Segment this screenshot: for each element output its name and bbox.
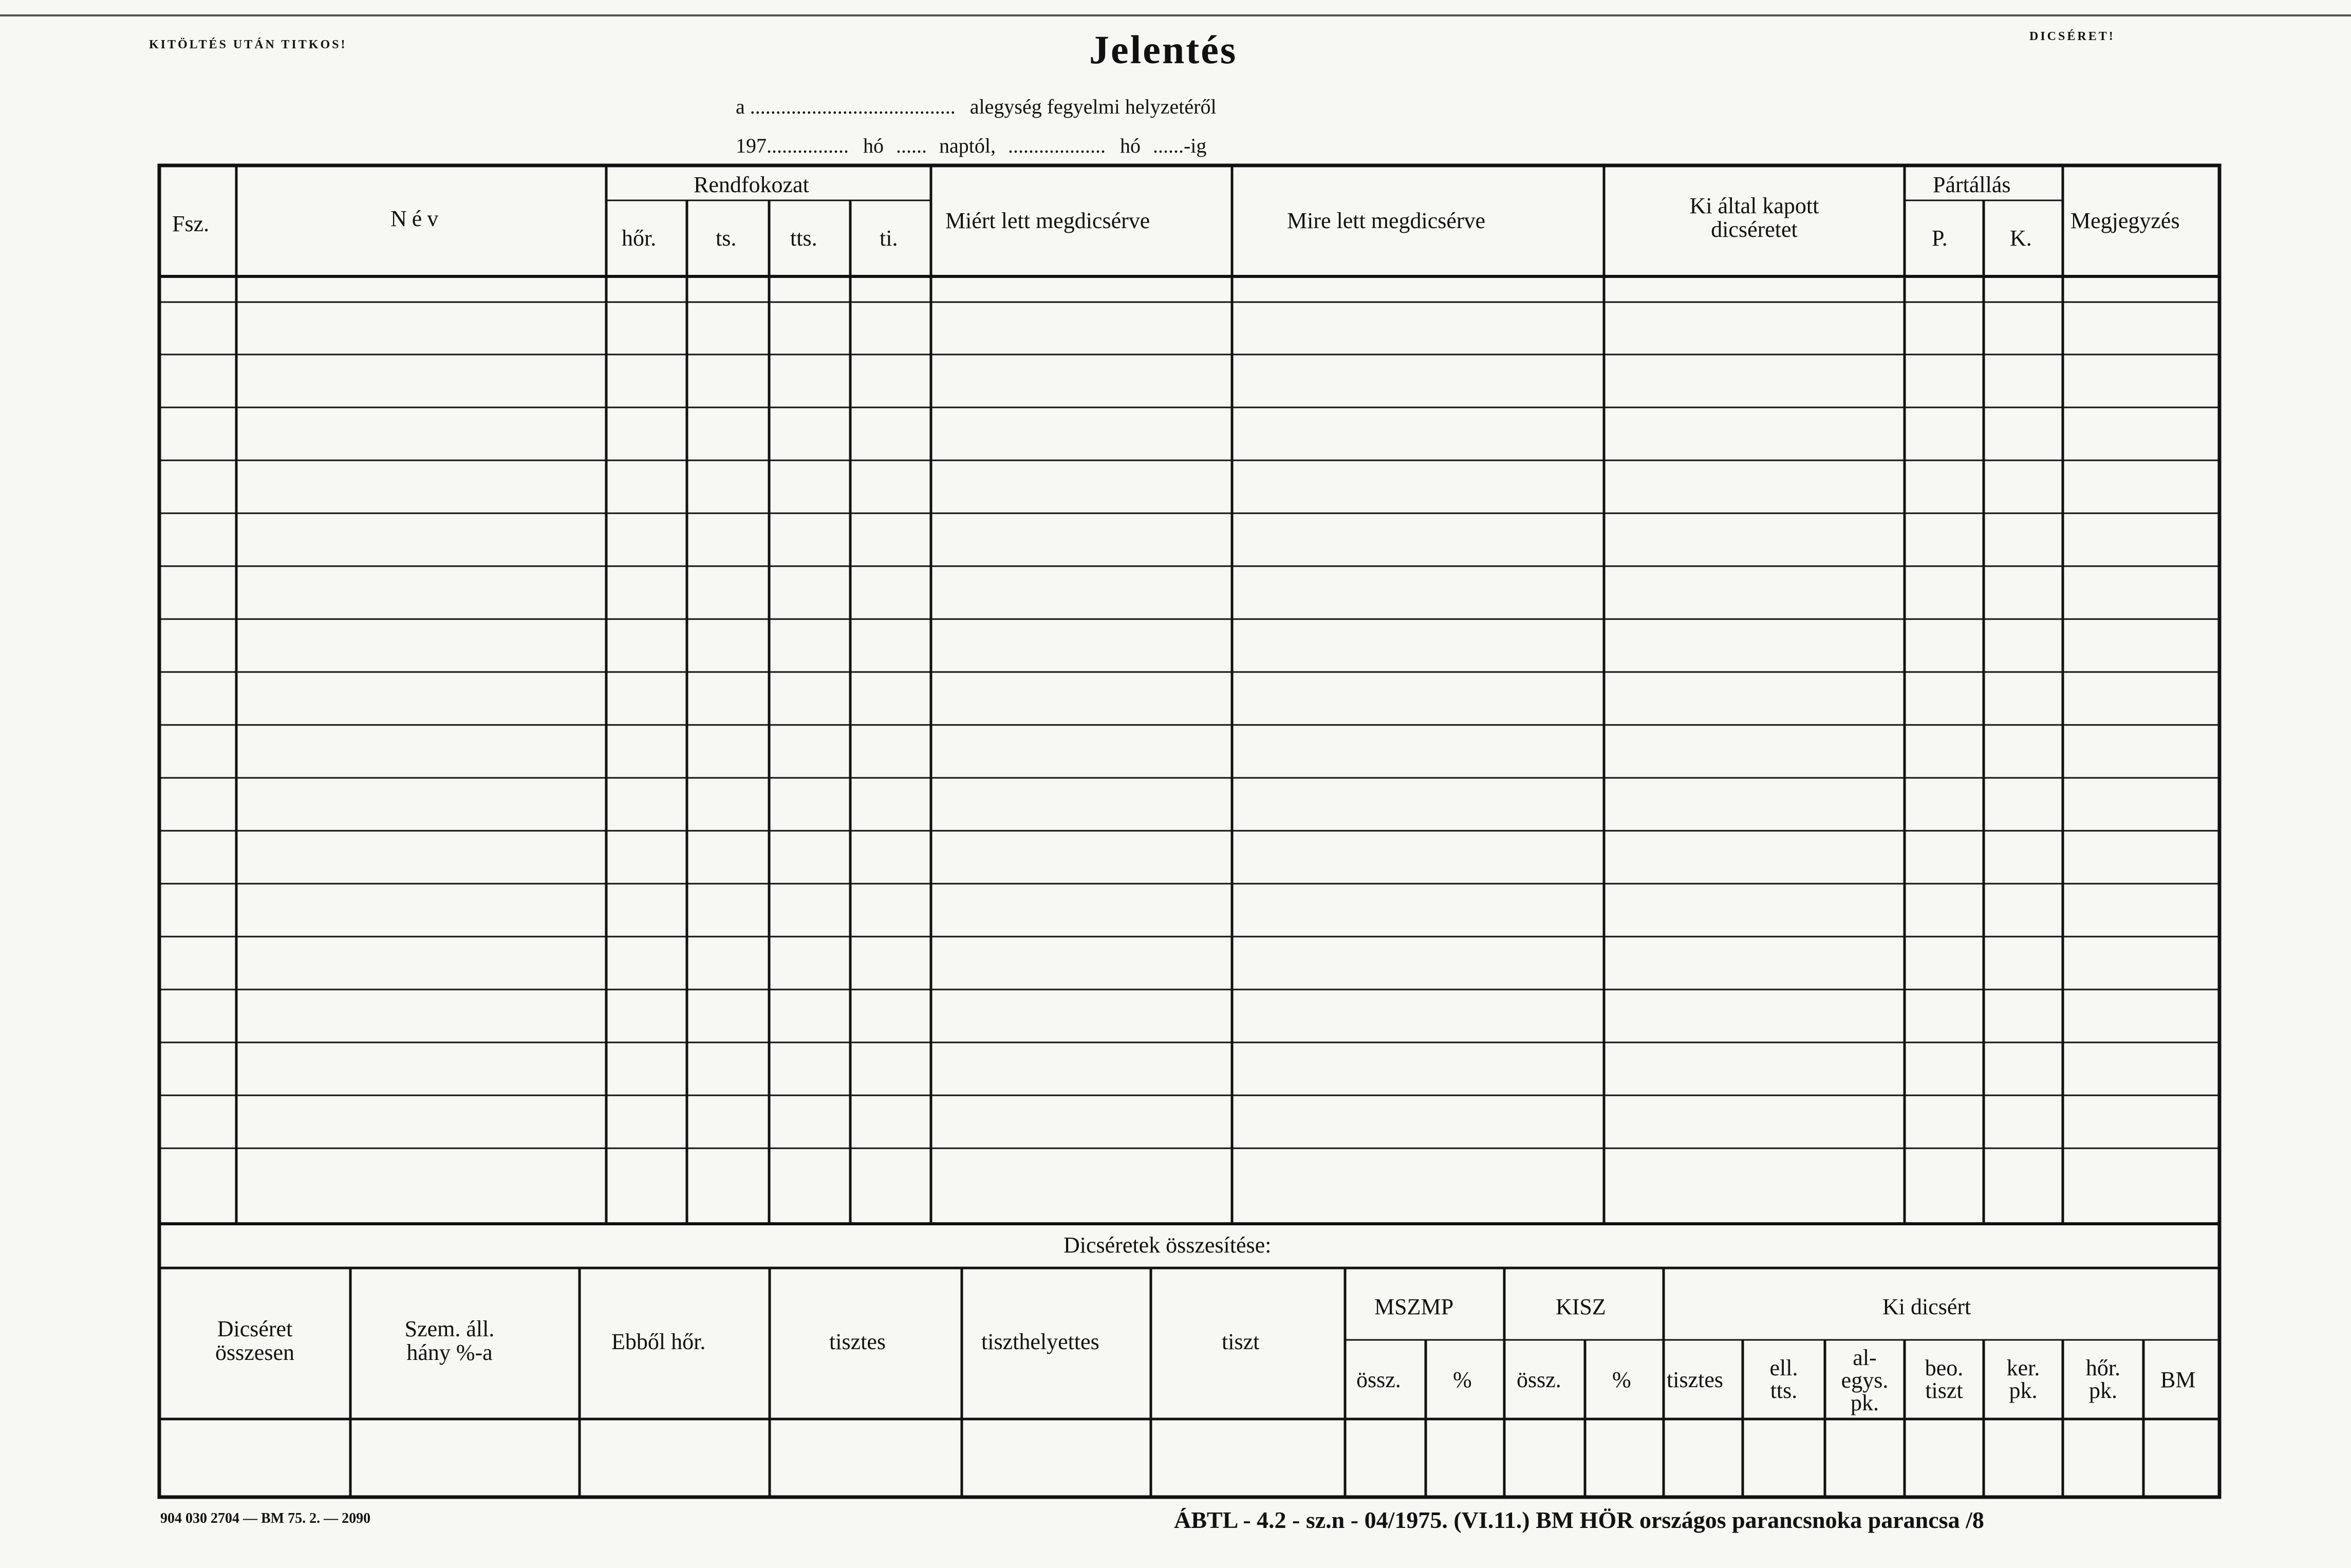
- summary-kd-beo-line1: beo.: [1925, 1355, 1964, 1380]
- subtitle-month-blank: ...................: [1007, 134, 1106, 157]
- summary-kd-ker-line1: ker.: [2006, 1355, 2040, 1380]
- col-header-nev: Név: [390, 206, 444, 231]
- summary-kd-ker-line2: pk.: [2009, 1378, 2038, 1403]
- col-header-ti: ti.: [880, 226, 898, 251]
- summary-kd-beo-tiszt: [1905, 1347, 1984, 1412]
- col-header-fsz: Fsz.: [172, 211, 210, 236]
- col-header-tts: tts.: [790, 226, 817, 251]
- summary-dicseret-line2: összesen: [215, 1340, 294, 1365]
- summary-kd-tisztes: tisztes: [1667, 1367, 1723, 1392]
- subtitle-year: 197: [736, 134, 767, 157]
- confidential-note: KITÖLTÉS UTÁN TITKOS!: [149, 38, 347, 51]
- summary-ki-dicsert: Ki dicsért: [1882, 1294, 1971, 1319]
- summary-dicseret-osszesen: [159, 1310, 350, 1372]
- summary-szem-line1: Szem. áll.: [404, 1316, 495, 1341]
- summary-kd-al-line1: al-: [1853, 1345, 1877, 1370]
- subtitle-month-2: hó: [1119, 134, 1141, 157]
- col-header-ki-altal-line2: dicséretet: [1711, 217, 1798, 242]
- summary-tiszthelyettes: tiszthelyettes: [981, 1329, 1099, 1354]
- summary-mszmp: MSZMP: [1374, 1294, 1454, 1319]
- summary-kd-ell-line1: ell.: [1769, 1355, 1798, 1380]
- subtitle-year-blank: ................: [767, 134, 849, 157]
- summary-szem-line2: hány %-a: [406, 1340, 493, 1365]
- col-header-megjegyzes: Megjegyzés: [2070, 208, 2180, 233]
- summary-szem-all: [350, 1310, 580, 1372]
- col-header-hor: hőr.: [622, 226, 657, 251]
- summary-kd-hor-line2: pk.: [2089, 1378, 2117, 1403]
- col-header-ki-altal-line1: Ki által kapott: [1689, 193, 1819, 218]
- col-header-p: P.: [1932, 226, 1948, 251]
- summary-kd-alegys-pk: [1825, 1342, 1905, 1419]
- summary-kisz-ossz: össz.: [1517, 1367, 1561, 1392]
- summary-kd-hor-line1: hőr.: [2085, 1355, 2121, 1380]
- summary-kd-al-line3: pk.: [1851, 1390, 1879, 1415]
- summary-kd-beo-line2: tiszt: [1925, 1378, 1963, 1403]
- summary-kisz-pct: %: [1612, 1367, 1631, 1392]
- subtitle-day-blank-2: ......: [1152, 134, 1184, 157]
- form-type-note: DICSÉRET!: [2029, 30, 2115, 43]
- summary-kd-bm: BM: [2160, 1367, 2196, 1392]
- summary-kd-al-line2: egys.: [1841, 1368, 1889, 1393]
- col-header-ts: ts.: [716, 226, 737, 251]
- archive-reference: ÁBTL - 4.2 - sz.n - 04/1975. (VI.11.) BM HÖR országos parancsnoka parancsa /8: [1174, 1507, 1984, 1533]
- subtitle-unit-blank: ........................................: [750, 95, 956, 118]
- summary-kd-ell-tts: [1743, 1347, 1825, 1412]
- print-code: 904 030 2704 — BM 75. 2. — 2090: [160, 1510, 371, 1526]
- group-header-partallas: Pártállás: [1933, 172, 2011, 197]
- col-header-k: K.: [2010, 226, 2032, 251]
- summary-title: Dicséretek összesítése:: [1063, 1233, 1272, 1258]
- col-header-miert: Miért lett megdicsérve: [945, 208, 1150, 233]
- body-row-lines: [159, 302, 2219, 1148]
- subtitle-unit-suffix: alegység fegyelmi helyzetéről: [969, 95, 1217, 118]
- summary-kd-ell-line2: tts.: [1770, 1378, 1798, 1403]
- summary-kd-ker-pk: [1984, 1347, 2063, 1412]
- main-vertical-lines: [236, 165, 2063, 1224]
- subtitle-from: naptól,: [939, 134, 996, 157]
- summary-tisztes: tisztes: [829, 1329, 886, 1354]
- form-title: Jelentés: [1089, 27, 1238, 72]
- summary-kisz: KISZ: [1556, 1294, 1606, 1319]
- summary-mszmp-pct: %: [1453, 1367, 1472, 1392]
- summary-kd-hor-pk: [2063, 1347, 2143, 1412]
- col-header-mire: Mire lett megdicsérve: [1287, 208, 1486, 233]
- summary-mszmp-ossz: össz.: [1356, 1367, 1401, 1392]
- summary-dicseret-line1: Dicséret: [217, 1316, 293, 1341]
- subtitle-day-blank-1: ......: [896, 134, 927, 157]
- subtitle-month-1: hó: [863, 134, 884, 157]
- summary-tiszt: tiszt: [1222, 1329, 1260, 1354]
- subtitle-prefix: a: [736, 95, 745, 118]
- summary-ebbol-hor: Ebből hőr.: [611, 1329, 706, 1354]
- subtitle-until: -ig: [1183, 134, 1207, 157]
- col-header-ki-altal: [1604, 193, 1905, 242]
- group-header-rendfokozat: Rendfokozat: [694, 172, 809, 197]
